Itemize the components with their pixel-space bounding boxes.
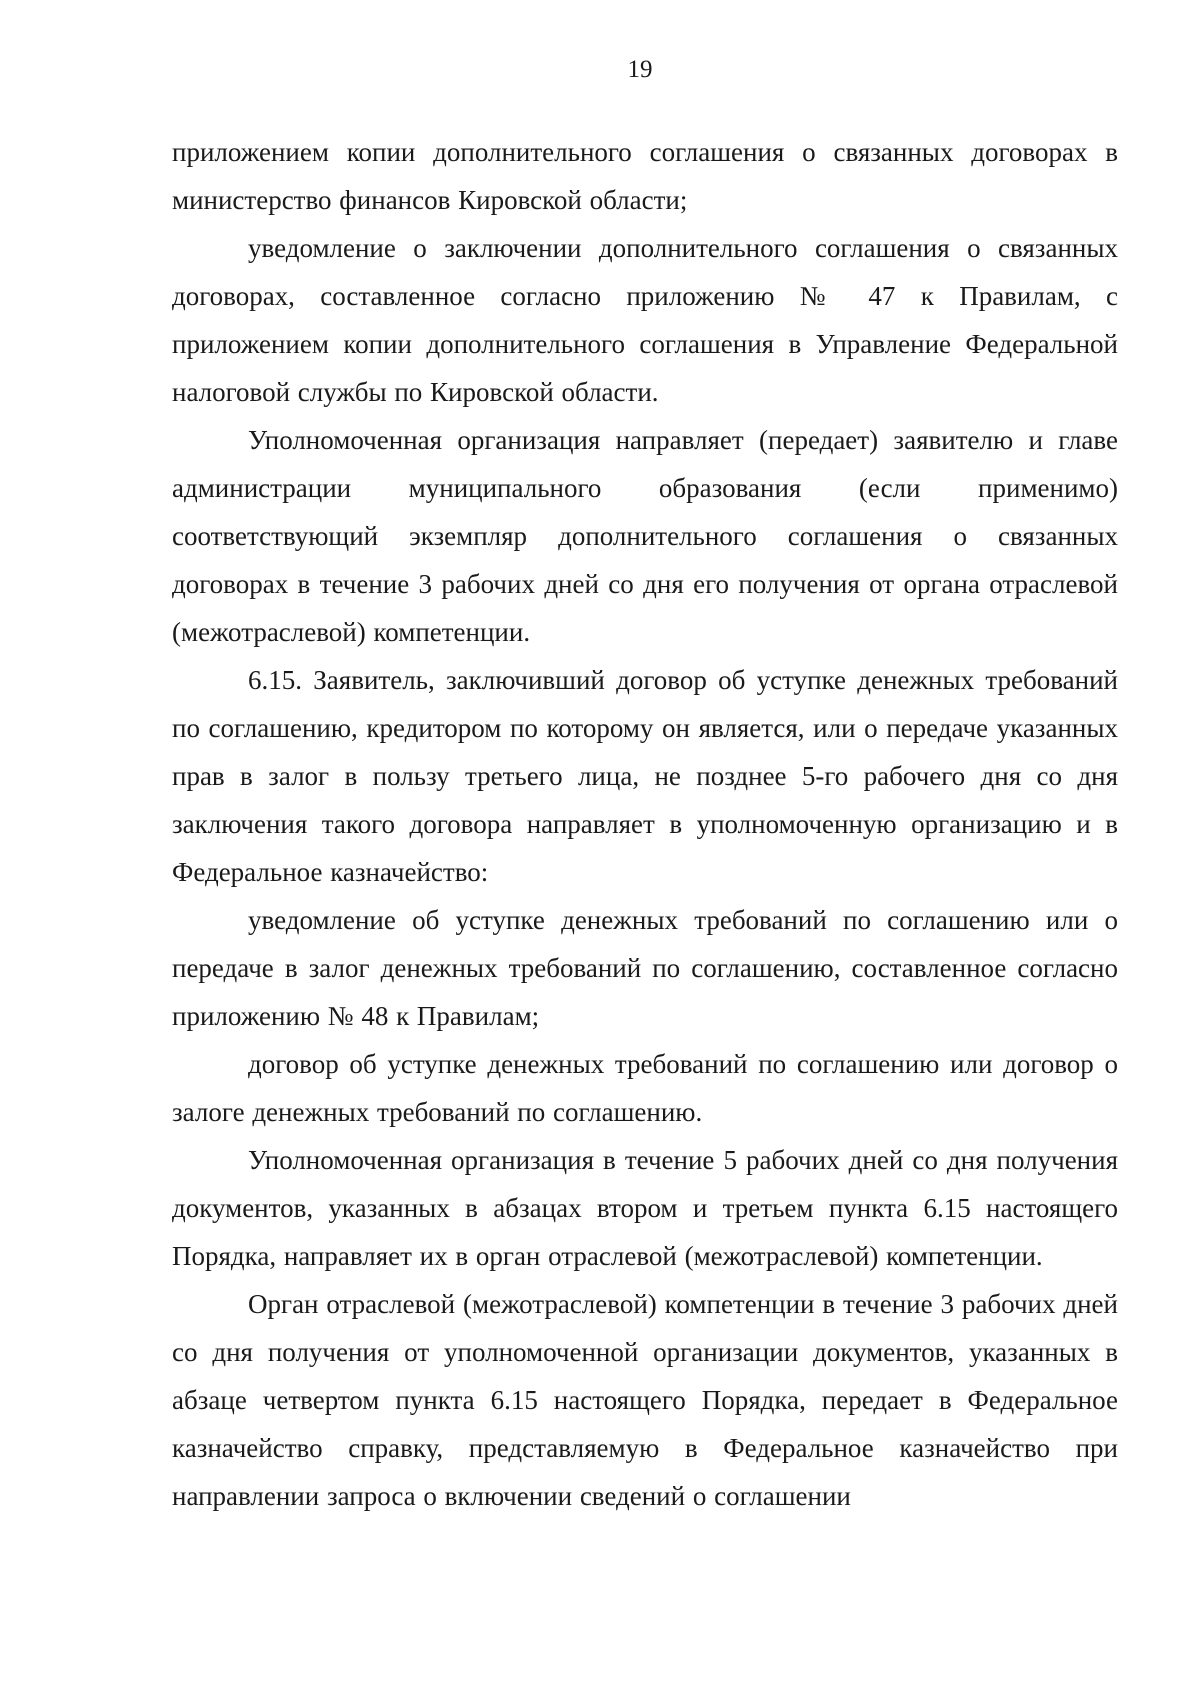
paragraph-7: Уполномоченная организация в течение 5 рабочих дней со дня получения документов, указанных в абзацах втором и третьем пункта 6.15 настоящего Порядка, направляет их в орган отраслевой (межотраслевой) компетенции. [172,1145,1118,1271]
page-number: 19 [627,56,653,83]
paragraph-6: договор об уступке денежных требований по соглашению или договор о залоге денежных требований по соглашению. [172,1049,1118,1127]
document-body [172,128,1118,1520]
paragraph-2: уведомление о заключении дополнительного соглашения о связанных договорах, составленное согласно приложению № 47 к Правилам, с приложением копии дополнительного соглашения в Управление Федеральной налоговой службы по Кировской области. [172,233,1118,407]
paragraph-8: Орган отраслевой (межотраслевой) компетенции в течение 3 рабочих дней со дня получения от уполномоченной организации документов, указанных в абзаце четвертом пункта 6.15 настоящего Порядка, передает в Федеральное казначейство справку, представляемую в Федеральное казначейство при направлении запроса о включении сведений о соглашении [172,1289,1118,1511]
paragraph-5: уведомление об уступке денежных требований по соглашению или о передаче в залог денежных требований по соглашению, составленное согласно приложению № 48 к Правилам; [172,905,1118,1031]
paragraph-1: приложением копии дополнительного соглашения о связанных договорах в министерство финансов Кировской области; [172,137,1118,215]
paragraph-4: 6.15. Заявитель, заключивший договор об уступке денежных требований по соглашению, кредитором по которому он является, или о передаче указанных прав в залог в пользу третьего лица, не позднее 5-го рабочего дня со дня заключения такого договора направляет в уполномоченную организацию и в Федеральное казначейство: [172,665,1118,887]
paragraph-3: Уполномоченная организация направляет (передает) заявителю и главе администрации муниципального образования (если применимо) соответствующий экземпляр дополнительного соглашения о связанных договорах в течение 3 рабочих дней со дня его получения от органа отраслевой (межотраслевой) компетенции. [172,425,1118,647]
